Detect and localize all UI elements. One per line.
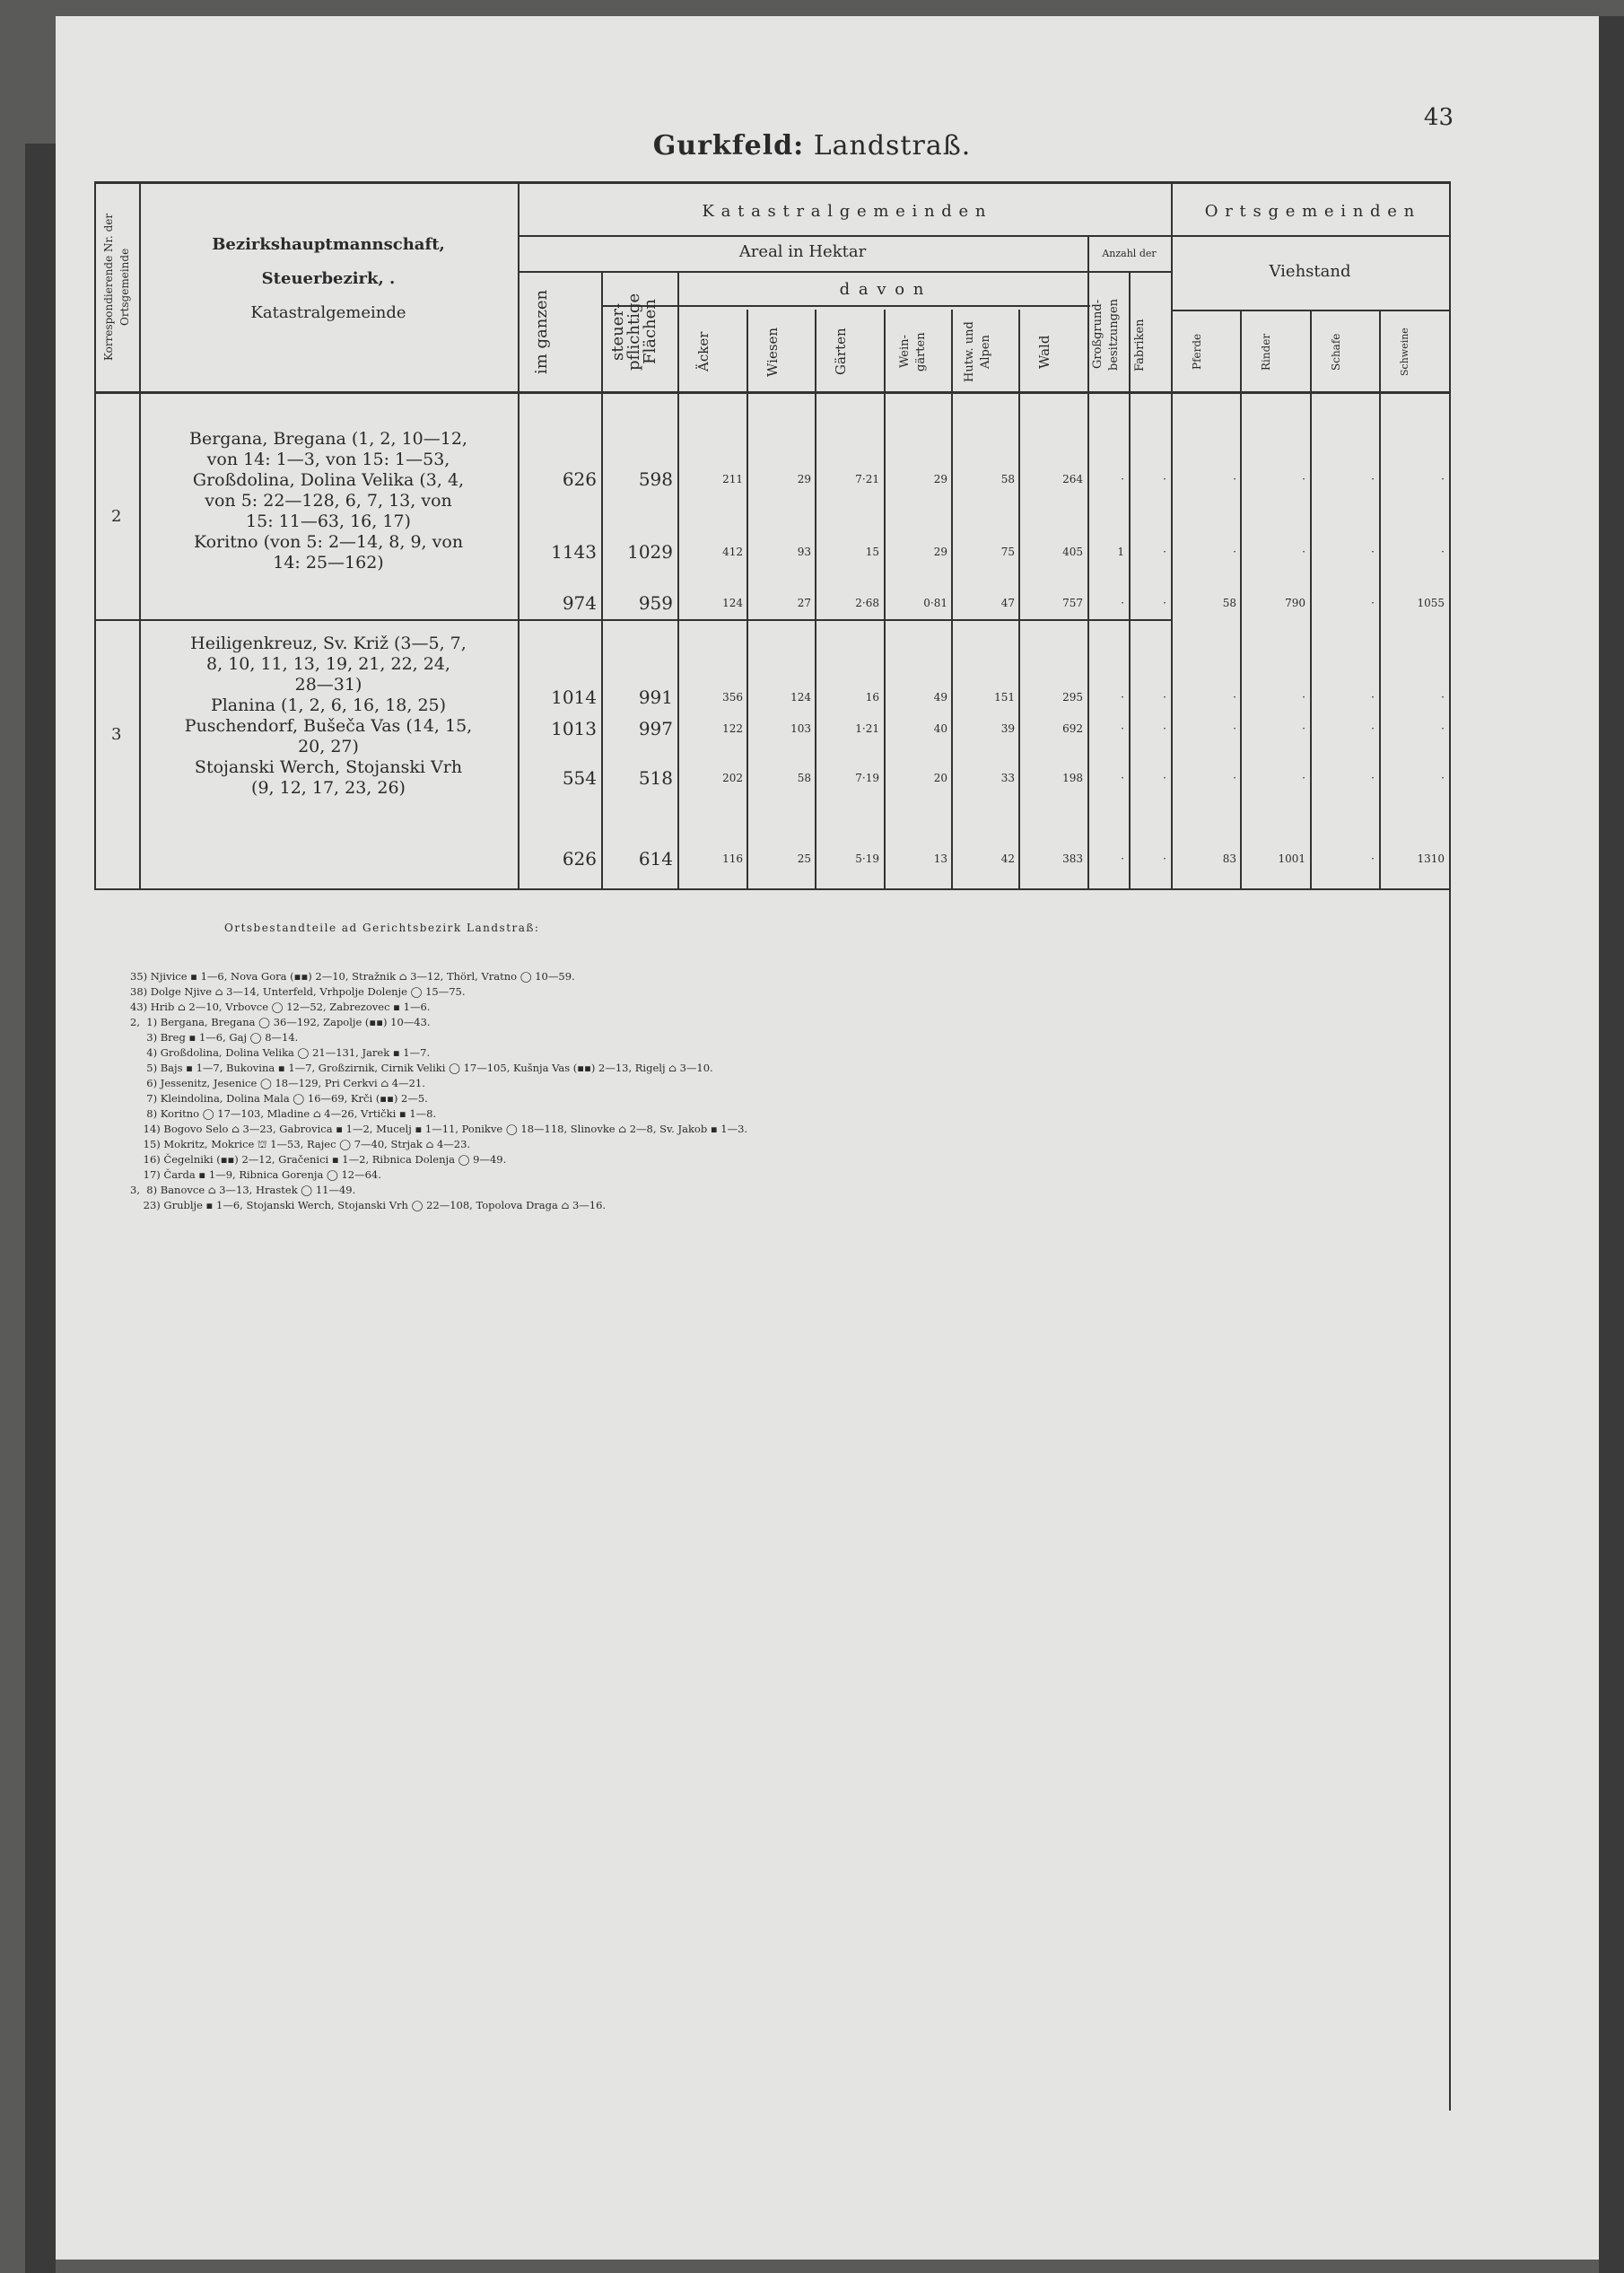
table-cell: · bbox=[1302, 722, 1305, 735]
table-cell: 1001 bbox=[1278, 852, 1305, 865]
table-cell: · bbox=[1441, 473, 1445, 485]
header-gaerten: Gärten bbox=[833, 328, 849, 376]
table-cell: · bbox=[1121, 691, 1124, 704]
table-cell: 29 bbox=[933, 546, 947, 558]
table-cell: 27 bbox=[797, 597, 811, 609]
header-fabriken: Fabriken bbox=[1133, 319, 1147, 372]
table-cell: 383 bbox=[1062, 852, 1083, 865]
table-cell: 626 bbox=[562, 848, 597, 870]
header-hutweiden: Hutw. und Alpen bbox=[963, 321, 992, 382]
table-cell: 20 bbox=[933, 772, 947, 784]
note-line: 35) Njivice ▪ 1—6, Nova Gora (▪▪) 2—10, Stražnik ⌂ 3—12, Thörl, Vratno ◯ 10—59. bbox=[130, 970, 575, 983]
table-cell: · bbox=[1233, 722, 1236, 735]
note-line: 43) Hrib ⌂ 2—10, Vrbovce ◯ 12—52, Zabrezovec ▪ 1—6. bbox=[130, 1001, 431, 1013]
table-cell: 412 bbox=[722, 546, 743, 558]
table-cell: 991 bbox=[638, 686, 673, 708]
table-cell: 58 bbox=[797, 772, 811, 784]
header-ortsgemeinden: O r t s g e m e i n d e n bbox=[1204, 202, 1416, 221]
header-wald: Wald bbox=[1036, 335, 1052, 369]
table-cell: · bbox=[1233, 691, 1236, 704]
table-cell: 295 bbox=[1062, 691, 1083, 704]
table-cell: 151 bbox=[994, 691, 1015, 704]
table-cell: 198 bbox=[1062, 772, 1083, 784]
table-cell: · bbox=[1163, 473, 1166, 485]
note-line: 6) Jessenitz, Jesenice ◯ 18—129, Pri Cerkvi ⌂ 4—21. bbox=[130, 1077, 425, 1089]
header-schafe: Schafe bbox=[1330, 333, 1342, 371]
table-cell: 405 bbox=[1062, 546, 1083, 558]
table-cell: 2·68 bbox=[855, 597, 879, 609]
table-cell: 790 bbox=[1285, 597, 1305, 609]
table-cell: 5·19 bbox=[855, 852, 879, 865]
notes-title: Ortsbestandteile ad Gerichtsbezirk Landstraß: bbox=[224, 922, 540, 934]
table-cell: 15 bbox=[865, 546, 879, 558]
table-cell: · bbox=[1441, 772, 1445, 784]
table-cell: 997 bbox=[638, 718, 673, 739]
table-cell: 29 bbox=[933, 473, 947, 485]
page-number: 43 bbox=[1423, 104, 1454, 131]
header-katastral: K a t a s t r a l g e m e i n d e n bbox=[702, 202, 987, 221]
table-cell: 40 bbox=[933, 722, 947, 735]
table-cell: · bbox=[1302, 546, 1305, 558]
note-line: 23) Grublje ▪ 1—6, Stojanski Werch, Stojanski Vrh ◯ 22—108, Topolova Draga ⌂ 3—16. bbox=[130, 1199, 607, 1211]
table-cell: · bbox=[1121, 852, 1124, 865]
table-cell: 13 bbox=[933, 852, 947, 865]
header-name-3: Katastralgemeinde bbox=[250, 303, 406, 322]
table-cell: 29 bbox=[797, 473, 811, 485]
table-cell: 7·21 bbox=[855, 473, 879, 485]
table-cell: 1 bbox=[1117, 546, 1124, 558]
table-cell: 47 bbox=[1000, 597, 1015, 609]
table-cell: · bbox=[1163, 597, 1166, 609]
table-cell: 1310 bbox=[1417, 852, 1445, 865]
table-cell: 122 bbox=[722, 722, 743, 735]
note-line: 7) Kleindolina, Dolina Mala ◯ 16—69, Krči (▪▪) 2—5. bbox=[130, 1092, 428, 1105]
table-cell: 974 bbox=[562, 592, 597, 614]
table-cell: 0·81 bbox=[923, 597, 947, 609]
table-cell: 33 bbox=[1000, 772, 1015, 784]
table-cell: 124 bbox=[722, 597, 743, 609]
note-line: 14) Bogovo Selo ⌂ 3—23, Gabrovica ▪ 1—2, Mucelj ▪ 1—11, Ponikve ◯ 18—118, Slinovke ⌂ 2—8, Sv. Jakob ▪ 1—3. bbox=[130, 1123, 748, 1135]
note-line: 8) Koritno ◯ 17—103, Mladine ⌂ 4—26, Vrtički ▪ 1—8. bbox=[130, 1107, 437, 1120]
header-areal: Areal in Hektar bbox=[738, 242, 867, 261]
table-cell: · bbox=[1441, 546, 1445, 558]
table-cell: · bbox=[1163, 852, 1166, 865]
header-viehstand: Viehstand bbox=[1269, 262, 1351, 281]
table-cell: · bbox=[1121, 722, 1124, 735]
table-cell: 116 bbox=[722, 852, 743, 865]
group-2-number: 2 bbox=[111, 507, 122, 526]
note-line: 3) Breg ▪ 1—6, Gaj ◯ 8—14. bbox=[130, 1031, 299, 1044]
table-cell: · bbox=[1302, 473, 1305, 485]
header-wiesen: Wiesen bbox=[764, 327, 781, 377]
table-cell: 16 bbox=[865, 691, 879, 704]
note-line: 17) Čarda ▪ 1—9, Ribnica Gorenja ◯ 12—64. bbox=[130, 1168, 381, 1181]
table-cell: 83 bbox=[1222, 852, 1236, 865]
table-cell: 58 bbox=[1222, 597, 1236, 609]
table-cell: 42 bbox=[1000, 852, 1015, 865]
table-cell: · bbox=[1371, 546, 1375, 558]
note-line: 2, 1) Bergana, Bregana ◯ 36—192, Zapolje (▪▪) 10—43. bbox=[130, 1016, 431, 1028]
table-cell: · bbox=[1163, 546, 1166, 558]
table-cell: 75 bbox=[1000, 546, 1015, 558]
table-cell: 518 bbox=[638, 767, 673, 789]
header-davon: d a v o n bbox=[839, 280, 926, 299]
table-cell: · bbox=[1371, 772, 1375, 784]
header-steuerpflichtig: steuer-pflichtige Flächen bbox=[608, 293, 659, 372]
scan-right-edge bbox=[1599, 16, 1624, 2273]
table-cell: 692 bbox=[1062, 722, 1083, 735]
table-cell: 757 bbox=[1062, 597, 1083, 609]
table-cell: 1013 bbox=[551, 718, 597, 739]
header-grossgrund: Großgrund-besitzungen bbox=[1091, 298, 1121, 371]
table-cell: 93 bbox=[797, 546, 811, 558]
table-cell: 39 bbox=[1000, 722, 1015, 735]
table-cell: · bbox=[1163, 772, 1166, 784]
table-cell: · bbox=[1163, 722, 1166, 735]
table-cell: · bbox=[1302, 772, 1305, 784]
note-line: 16) Čegelniki (▪▪) 2—12, Gračenici ▪ 1—2, Ribnica Dolenja ◯ 9—49. bbox=[130, 1153, 507, 1166]
table-cell: · bbox=[1441, 691, 1445, 704]
table-cell: · bbox=[1163, 691, 1166, 704]
header-aecker: Äcker bbox=[695, 331, 712, 372]
table-cell: 49 bbox=[933, 691, 947, 704]
note-line: 38) Dolge Njive ⌂ 3—14, Unterfeld, Vrhpolje Dolenje ◯ 15—75. bbox=[130, 985, 466, 998]
header-nr: Korrespondierende Nr. der Ortsgemeinde bbox=[102, 213, 131, 362]
table-cell: 1143 bbox=[551, 541, 597, 563]
header-pferde: Pferde bbox=[1191, 333, 1203, 371]
table-cell: 614 bbox=[638, 848, 673, 870]
note-line: 3, 8) Banovce ⌂ 3—13, Hrastek ◯ 11—49. bbox=[130, 1184, 356, 1196]
table-cell: 211 bbox=[722, 473, 743, 485]
header-anzahl: Anzahl der bbox=[1102, 248, 1157, 259]
header-rinder: Rinder bbox=[1260, 333, 1272, 371]
notes-list bbox=[130, 969, 747, 1213]
table-cell: · bbox=[1233, 473, 1236, 485]
table-cell: · bbox=[1121, 597, 1124, 609]
table-cell: 103 bbox=[790, 722, 811, 735]
header-name-2: Steuerbezirk, . bbox=[261, 269, 396, 288]
table-cell: · bbox=[1371, 473, 1375, 485]
table-cell: · bbox=[1371, 722, 1375, 735]
table-cell: 25 bbox=[797, 852, 811, 865]
header-im-ganzen: im ganzen bbox=[532, 289, 551, 375]
table-cell: 1029 bbox=[627, 541, 673, 563]
table-cell: · bbox=[1233, 772, 1236, 784]
table-cell: · bbox=[1371, 597, 1375, 609]
table-cell: · bbox=[1121, 772, 1124, 784]
header-name-1: Bezirkshauptmannschaft, bbox=[212, 235, 445, 254]
table-cell: · bbox=[1121, 473, 1124, 485]
page-title: Gurkfeld: Landstraß. bbox=[652, 130, 972, 162]
table-cell: 1055 bbox=[1417, 597, 1445, 609]
table-cell: · bbox=[1441, 722, 1445, 735]
table-cell: 356 bbox=[722, 691, 743, 704]
table-cell: 7·19 bbox=[855, 772, 879, 784]
table-cell: · bbox=[1233, 546, 1236, 558]
table-cell: · bbox=[1371, 691, 1375, 704]
note-line: 15) Mokritz, Mokrice ⛫ 1—53, Rajec ◯ 7—40, Strjak ⌂ 4—23. bbox=[130, 1138, 471, 1150]
table-cell: 202 bbox=[722, 772, 743, 784]
scan-left-edge bbox=[25, 144, 56, 2273]
table-cell: 264 bbox=[1062, 473, 1083, 485]
table-cell: 959 bbox=[638, 592, 673, 614]
table-cell: 626 bbox=[562, 468, 597, 490]
table-cell: 1·21 bbox=[855, 722, 879, 735]
header-weingaerten: Wein-gärten bbox=[898, 332, 928, 372]
table-cell: · bbox=[1371, 852, 1375, 865]
note-line: 4) Großdolina, Dolina Velika ◯ 21—131, Jarek ▪ 1—7. bbox=[130, 1046, 431, 1059]
table-cell: 58 bbox=[1000, 473, 1015, 485]
group-3-number: 3 bbox=[111, 725, 122, 744]
table-cell: 124 bbox=[790, 691, 811, 704]
note-line: 5) Bajs ▪ 1—7, Bukovina ▪ 1—7, Großzirnik, Cirnik Veliki ◯ 17—105, Kušnja Vas (▪▪) 2—13, Rigelj ⌂ 3—10. bbox=[130, 1062, 713, 1074]
table-cell: 598 bbox=[638, 468, 673, 490]
table-cell: 1014 bbox=[551, 686, 597, 708]
header-schweine: Schweine bbox=[1399, 328, 1410, 376]
table-cell: 554 bbox=[562, 767, 597, 789]
table-cell: · bbox=[1302, 691, 1305, 704]
